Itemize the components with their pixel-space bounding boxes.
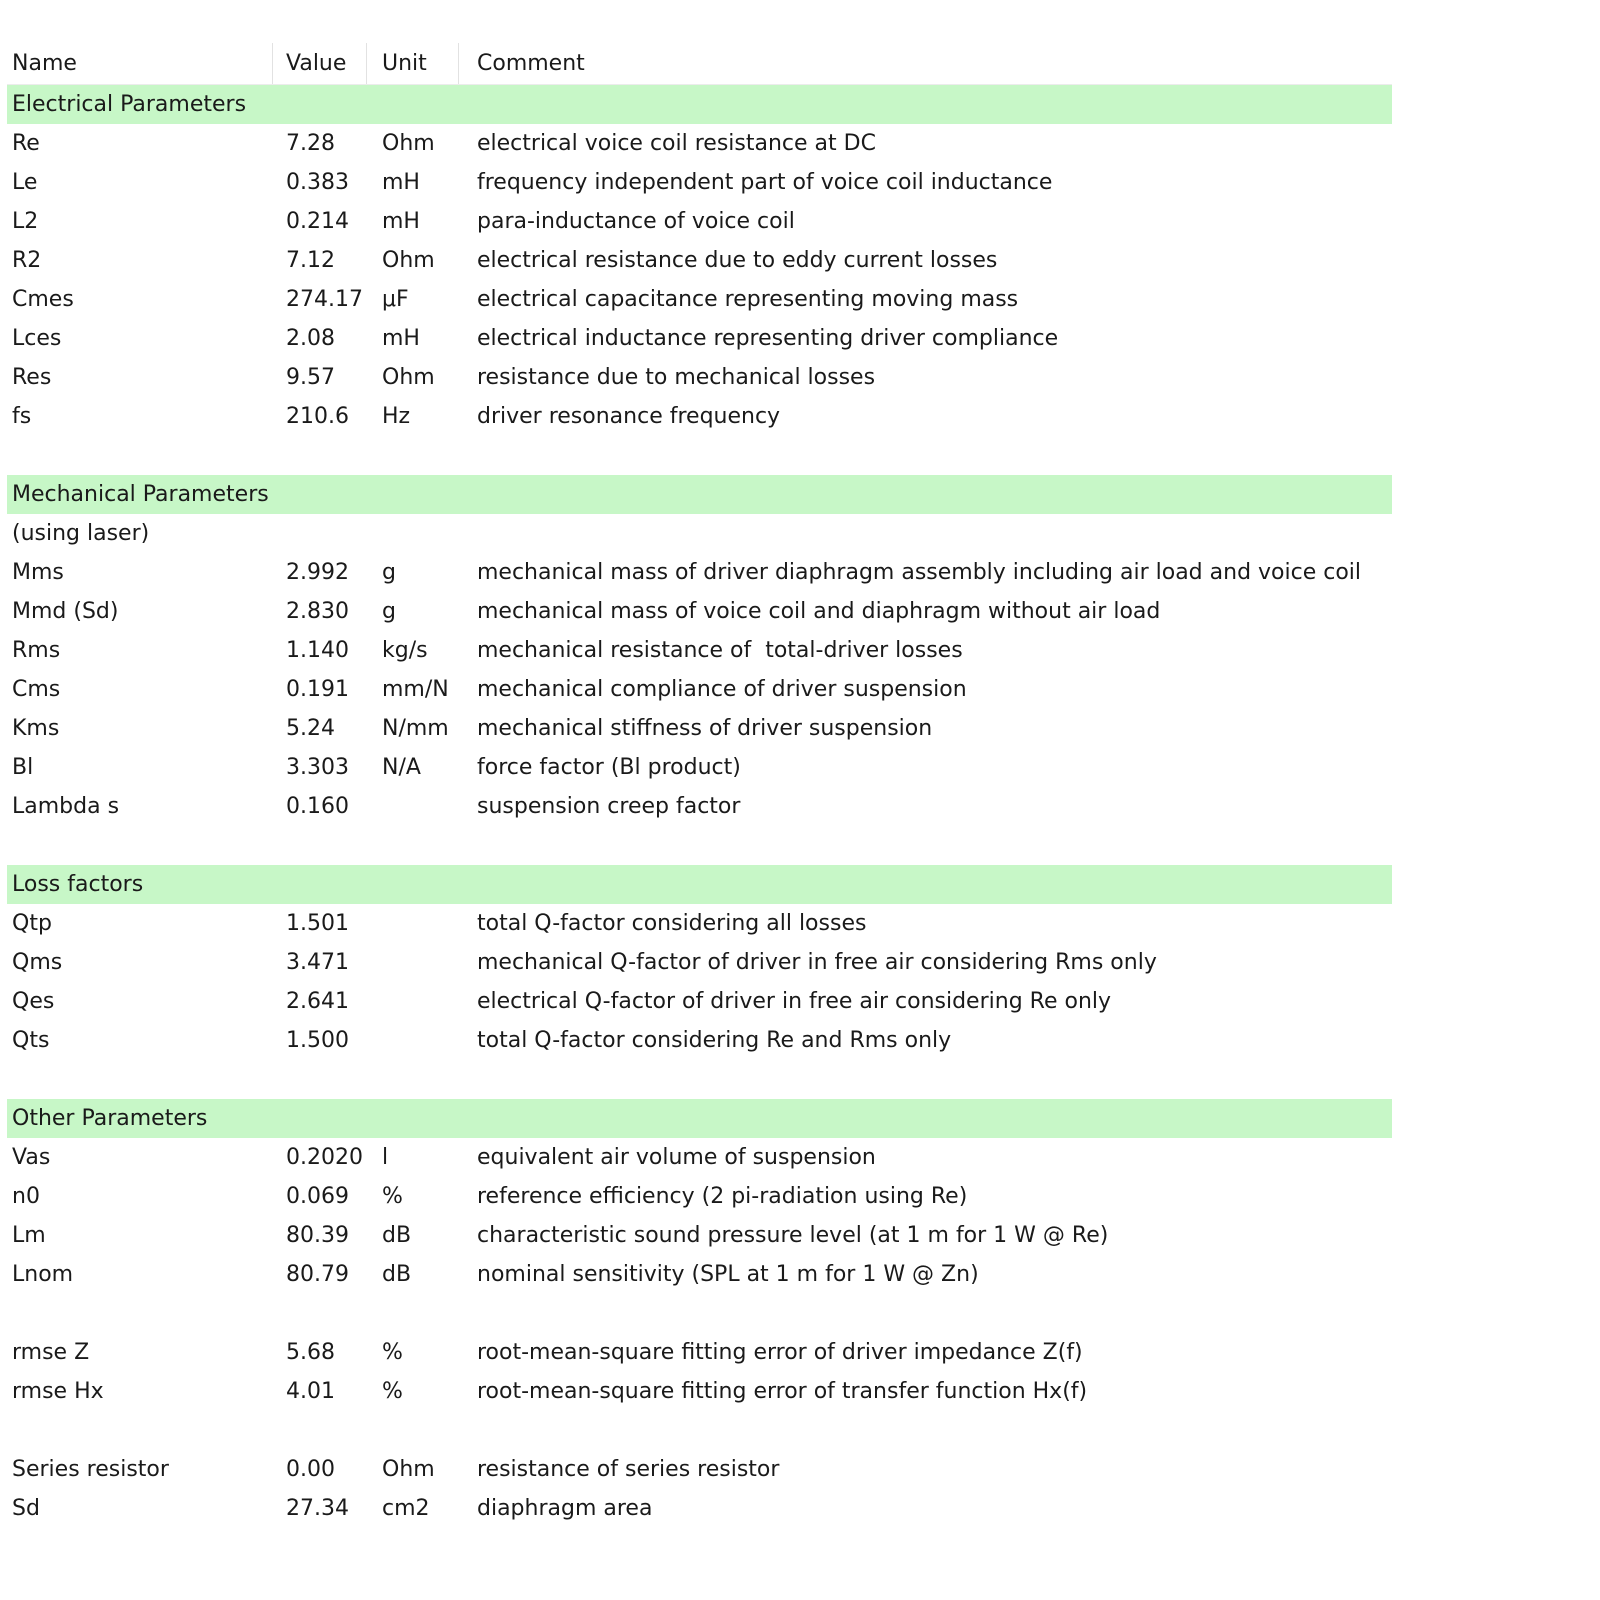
table-header	[7, 43, 1392, 85]
table-row	[7, 982, 1392, 1021]
param-value: 0.069	[286, 1184, 349, 1209]
param-comment: force factor (Bl product)	[477, 755, 741, 780]
param-comment: total Q-factor considering all losses	[477, 911, 867, 936]
param-value: 0.160	[286, 794, 349, 819]
param-unit: μF	[382, 287, 409, 312]
section-note: (using laser)	[12, 521, 150, 546]
param-value: 3.303	[286, 755, 349, 780]
param-comment: characteristic sound pressure level (at 1 m for 1 W @ Re)	[477, 1223, 1109, 1248]
param-unit: g	[382, 560, 396, 585]
param-name: L2	[12, 209, 39, 234]
blank-row	[7, 1411, 1392, 1450]
param-value: 0.00	[286, 1457, 335, 1482]
table-row	[7, 904, 1392, 943]
param-value: 27.34	[286, 1496, 349, 1521]
section-title: Other Parameters	[12, 1106, 208, 1131]
param-comment: resistance due to mechanical losses	[477, 365, 876, 390]
param-unit: l	[382, 1145, 389, 1170]
table-row	[7, 943, 1392, 982]
table-row	[7, 1138, 1392, 1177]
param-unit: mH	[382, 170, 420, 195]
section-other-parameters	[7, 1099, 1392, 1138]
param-name: Rms	[12, 638, 61, 663]
param-comment: reference efficiency (2 pi-radiation using Re)	[477, 1184, 968, 1209]
table-row	[7, 397, 1392, 436]
param-unit: Ohm	[382, 248, 435, 273]
param-name: R2	[12, 248, 42, 273]
column-header-unit[interactable]: Unit	[382, 51, 427, 76]
param-name: Mmd (Sd)	[12, 599, 119, 624]
table-row	[7, 1255, 1392, 1294]
table-row	[7, 709, 1392, 748]
param-comment: mechanical stiffness of driver suspension	[477, 716, 933, 741]
table-row	[7, 787, 1392, 826]
table-row	[7, 1216, 1392, 1255]
param-comment: electrical resistance due to eddy current losses	[477, 248, 998, 273]
param-comment: electrical inductance representing driver compliance	[477, 326, 1059, 351]
param-value: 2.830	[286, 599, 349, 624]
param-unit: g	[382, 599, 396, 624]
param-name: rmse Hx	[12, 1379, 104, 1404]
param-value: 1.501	[286, 911, 349, 936]
column-divider	[366, 43, 367, 85]
table-row	[7, 1021, 1392, 1060]
param-value: 210.6	[286, 404, 349, 429]
table-row	[7, 1177, 1392, 1216]
param-name: Cms	[12, 677, 61, 702]
param-unit: dB	[382, 1262, 412, 1287]
param-value: 0.214	[286, 209, 349, 234]
table-row	[7, 319, 1392, 358]
param-name: rmse Z	[12, 1340, 90, 1365]
table-row	[7, 670, 1392, 709]
param-comment: para-inductance of voice coil	[477, 209, 795, 234]
param-comment: mechanical resistance of total-driver losses	[477, 638, 963, 663]
param-name: Series resistor	[12, 1457, 169, 1482]
param-name: Lambda s	[12, 794, 120, 819]
param-comment: equivalent air volume of suspension	[477, 1145, 876, 1170]
param-comment: mechanical mass of driver diaphragm assembly including air load and voice coil	[477, 560, 1362, 585]
blank-row	[7, 1294, 1392, 1333]
param-comment: mechanical mass of voice coil and diaphragm without air load	[477, 599, 1161, 624]
section-title: Loss factors	[12, 872, 144, 897]
param-name: fs	[12, 404, 32, 429]
param-comment: mechanical compliance of driver suspension	[477, 677, 967, 702]
param-value: 1.500	[286, 1028, 349, 1053]
param-name: Vas	[12, 1145, 51, 1170]
param-value: 0.383	[286, 170, 349, 195]
param-comment: electrical capacitance representing moving mass	[477, 287, 1019, 312]
table-row	[7, 553, 1392, 592]
param-name: Res	[12, 365, 52, 390]
section-title: Electrical Parameters	[12, 92, 247, 117]
param-unit: Ohm	[382, 131, 435, 156]
param-name: Bl	[12, 755, 34, 780]
blank-row	[7, 826, 1392, 865]
table-row	[7, 1372, 1392, 1411]
param-value: 4.01	[286, 1379, 335, 1404]
param-value: 80.39	[286, 1223, 349, 1248]
param-name: Re	[12, 131, 40, 156]
param-name: Lm	[12, 1223, 46, 1248]
param-value: 2.08	[286, 326, 335, 351]
blank-row	[7, 436, 1392, 475]
param-unit: mH	[382, 209, 420, 234]
param-unit: Hz	[382, 404, 411, 429]
param-comment: total Q-factor considering Re and Rms only	[477, 1028, 952, 1053]
param-value: 274.17	[286, 287, 363, 312]
section-electrical-parameters	[7, 85, 1392, 124]
param-value: 2.992	[286, 560, 349, 585]
param-unit: kg/s	[382, 638, 428, 663]
param-unit: N/A	[382, 755, 421, 780]
table-row	[7, 280, 1392, 319]
param-comment: nominal sensitivity (SPL at 1 m for 1 W @ Zn)	[477, 1262, 979, 1287]
param-name: Qms	[12, 950, 63, 975]
parameter-table	[7, 43, 1392, 1528]
table-row	[7, 241, 1392, 280]
param-name: Kms	[12, 716, 60, 741]
param-value: 7.28	[286, 131, 335, 156]
param-value: 80.79	[286, 1262, 349, 1287]
column-header-name[interactable]: Name	[12, 51, 77, 76]
param-comment: suspension creep factor	[477, 794, 741, 819]
param-unit: mH	[382, 326, 420, 351]
column-header-comment[interactable]: Comment	[477, 51, 585, 76]
table-row	[7, 1450, 1392, 1489]
param-value: 5.24	[286, 716, 335, 741]
param-name: Mms	[12, 560, 64, 585]
column-divider	[272, 43, 273, 85]
param-name: Lces	[12, 326, 62, 351]
param-comment: mechanical Q-factor of driver in free air considering Rms only	[477, 950, 1157, 975]
param-comment: diaphragm area	[477, 1496, 653, 1521]
param-comment: driver resonance frequency	[477, 404, 781, 429]
param-unit: Ohm	[382, 1457, 435, 1482]
table-row	[7, 592, 1392, 631]
param-comment: root-mean-square fitting error of transfer function Hx(f)	[477, 1379, 1088, 1404]
param-value: 7.12	[286, 248, 335, 273]
param-value: 0.2020	[286, 1145, 363, 1170]
section-loss-factors	[7, 865, 1392, 904]
column-header-value[interactable]: Value	[286, 51, 347, 76]
param-name: Qtp	[12, 911, 52, 936]
param-name: Sd	[12, 1496, 40, 1521]
param-comment: electrical Q-factor of driver in free air considering Re only	[477, 989, 1112, 1014]
param-value: 0.191	[286, 677, 349, 702]
param-name: n0	[12, 1184, 40, 1209]
table-row	[7, 514, 1392, 553]
param-name: Cmes	[12, 287, 74, 312]
param-comment: root-mean-square fitting error of driver impedance Z(f)	[477, 1340, 1083, 1365]
table-row	[7, 1333, 1392, 1372]
table-row	[7, 163, 1392, 202]
column-divider	[458, 43, 459, 85]
param-name: Le	[12, 170, 38, 195]
param-value: 2.641	[286, 989, 349, 1014]
section-mechanical-parameters	[7, 475, 1392, 514]
section-title: Mechanical Parameters	[12, 482, 269, 507]
param-value: 3.471	[286, 950, 349, 975]
param-name: Lnom	[12, 1262, 74, 1287]
param-unit: %	[382, 1379, 403, 1404]
table-row	[7, 1489, 1392, 1528]
param-value: 5.68	[286, 1340, 335, 1365]
param-value: 1.140	[286, 638, 349, 663]
table-row	[7, 631, 1392, 670]
blank-row	[7, 1060, 1392, 1099]
table-row	[7, 358, 1392, 397]
param-comment: frequency independent part of voice coil inductance	[477, 170, 1053, 195]
table-row	[7, 124, 1392, 163]
param-unit: N/mm	[382, 716, 449, 741]
table-row	[7, 202, 1392, 241]
param-unit: %	[382, 1340, 403, 1365]
table-row	[7, 748, 1392, 787]
param-name: Qts	[12, 1028, 50, 1053]
param-comment: resistance of series resistor	[477, 1457, 780, 1482]
param-comment: electrical voice coil resistance at DC	[477, 131, 876, 156]
param-unit: %	[382, 1184, 403, 1209]
param-unit: cm2	[382, 1496, 430, 1521]
param-value: 9.57	[286, 365, 335, 390]
param-name: Qes	[12, 989, 55, 1014]
param-unit: dB	[382, 1223, 412, 1248]
param-unit: Ohm	[382, 365, 435, 390]
param-unit: mm/N	[382, 677, 449, 702]
